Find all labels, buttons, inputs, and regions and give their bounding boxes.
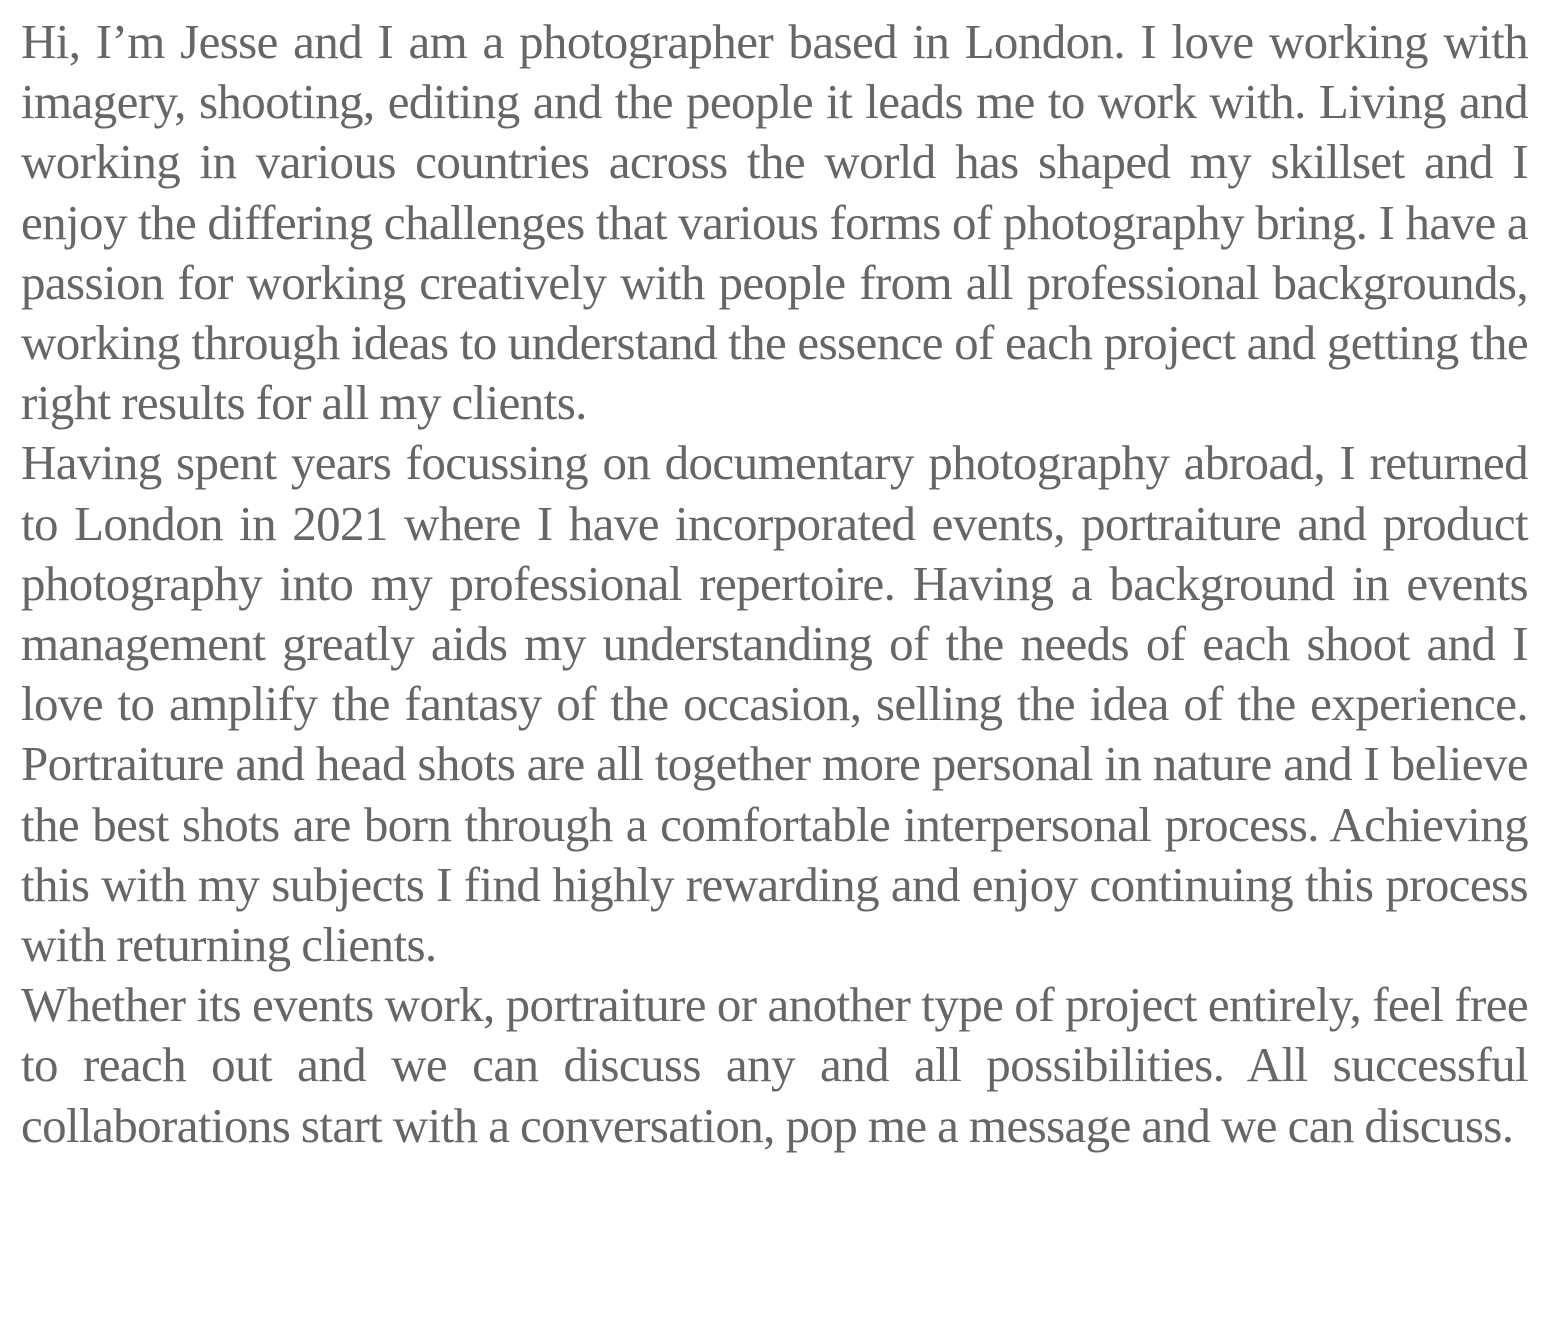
bio-paragraph-experience: Having spent years focussing on documentary photography abroad, I returned to London in 2021 where I have incorporated events, portraiture and product photography into my professional repertoire. Having a background in events management greatly aids my understanding of the needs of each shoot and I love to amplify the fantasy of the occasion, selling the idea of the experience. Portraiture and head shots are all together more personal in nature and I believe the best shots are born through a comfortable interpersonal process. Achieving this with my subjects I find highly rewarding and enjoy continuing this process with returning clients. bbox=[21, 435, 1528, 973]
bio-paragraph-contact: Whether its events work, portraiture or another type of project entirely, feel free to reach out and we can discuss any and all possibilities. All successful collaborations start with a conversation, pop me a message and we can discuss. bbox=[21, 977, 1528, 1153]
bio-paragraph-intro: Hi, I’m Jesse and I am a photographer based in London. I love working with imagery, shooting, editing and the people it leads me to work with. Living and working in various countries across the world has shaped my skillset and I enjoy the differing challenges that various forms of photography bring. I have a passion for working creatively with people from all professional backgrounds, working through ideas to understand the essence of each project and getting the right results for all my clients. bbox=[21, 14, 1528, 431]
